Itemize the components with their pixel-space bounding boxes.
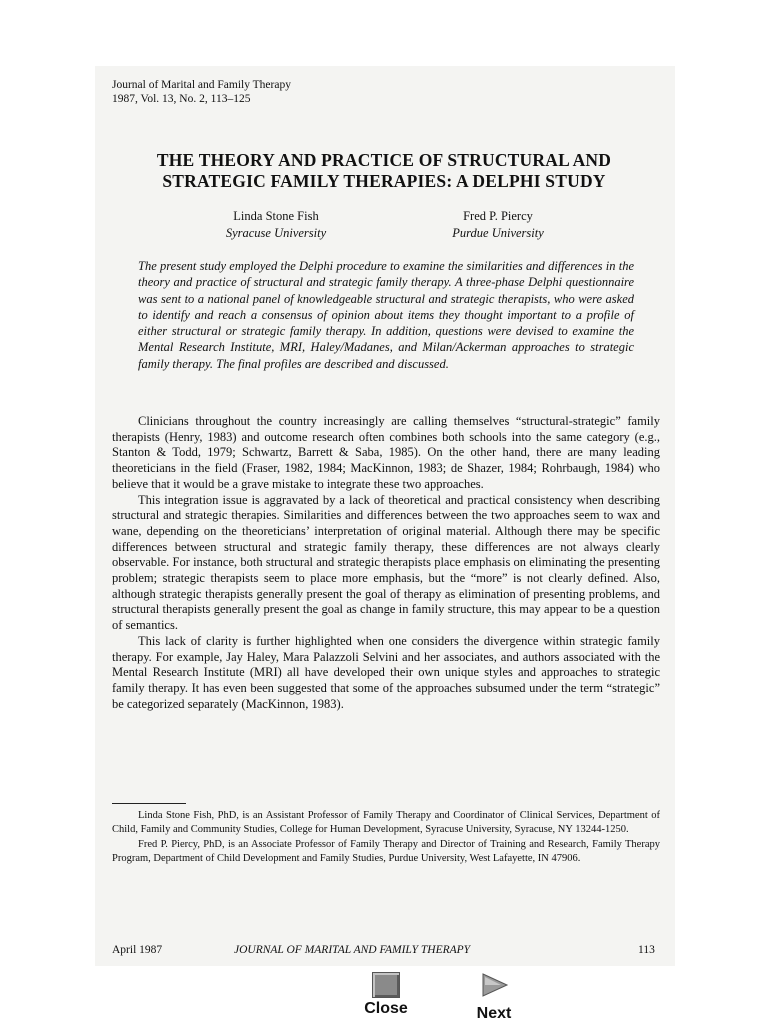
author-2 bbox=[398, 208, 598, 242]
footer-journal: JOURNAL OF MARITAL AND FAMILY THERAPY bbox=[234, 944, 471, 956]
next-button[interactable] bbox=[464, 972, 524, 1023]
title-line-2: STRATEGIC FAMILY THERAPIES: A DELPHI STUDY bbox=[162, 171, 606, 191]
footnotes bbox=[112, 809, 660, 867]
journal-citation: 1987, Vol. 13, No. 2, 113–125 bbox=[112, 93, 251, 105]
abstract: The present study employed the Delphi procedure to examine the similarities and differences in the theory and practice of structural and strategic family therapy. A three-phase Delphi questionnaire was sent to a national panel of knowledgeable structural and strategic therapists, who were asked to identify and reach a consensus of opinion about items they thought important to a profile of either structural or strategic family therapy. In addition, questions were devised to examine the Mental Research Institute, MRI, Haley/Madanes, and Milan/Ackerman approaches to strategic family therapy. The final profiles are described and discussed. bbox=[138, 259, 634, 371]
next-label: Next bbox=[476, 1005, 512, 1022]
author-name: Linda Stone Fish bbox=[233, 209, 319, 223]
footnote-divider bbox=[112, 803, 186, 804]
paper-title bbox=[100, 150, 668, 192]
body-paragraph: This lack of clarity is further highlighted when one considers the divergence within strategic family therapy. For example, Jay Haley, Mara Palazzoli Selvini and her associates, and authors associated with the Mental Research Institute (MRI) all have developed their own unique styles and approaches to strategic family therapy. It has even been suggested that some of the approaches subsumed under the term “strategic” be categorized separately (MacKinnon, 1983). bbox=[112, 633, 660, 711]
author-affiliation: Purdue University bbox=[452, 226, 544, 240]
journal-name: Journal of Marital and Family Therapy bbox=[112, 79, 291, 91]
next-arrow-icon bbox=[479, 972, 509, 998]
body-text bbox=[112, 414, 660, 712]
close-label: Close bbox=[364, 1000, 408, 1017]
footer-date: April 1987 bbox=[112, 944, 163, 956]
author-1 bbox=[176, 208, 376, 242]
close-square-icon bbox=[372, 972, 400, 998]
body-paragraph: Clinicians throughout the country increasingly are calling themselves “structural-strategic” family therapists (Henry, 1983) and outcome research often combines both schools into the same category (e.g., Stanton & Todd, 1979; Schwartz, Barrett & Saba, 1985). On the other hand, there are many leading theoreticians in the field (Fraser, 1982, 1984; MacKinnon, 1983; de Shazer, 1984; Rohrbaugh, 1984) who believe that it would be a grave mistake to integrate these two approaches. bbox=[112, 414, 660, 491]
footnote: Fred P. Piercy, PhD, is an Associate Professor of Family Therapy and Director of Training and Research, Family Therapy Program, Department of Child Development and Family Studies, Purdue University, West Lafayette, IN 47906. bbox=[112, 838, 660, 865]
footnote: Linda Stone Fish, PhD, is an Assistant Professor of Family Therapy and Coordinator of Clinical Services, Department of Child, Family and Community Studies, College for Human Development, Syracuse University, Syracuse, NY 13244-1250. bbox=[112, 810, 660, 836]
footer-page-number: 113 bbox=[638, 944, 655, 956]
body-paragraph: This integration issue is aggravated by a lack of theoretical and practical consistency when describing structural and strategic therapies. Similarities and differences between the two approaches seem to wax and wane, depending on the theoreticians’ interpretation of original material. Although there may be specific differences between structural and strategic family therapy, these differences are not always clearly observable. For instance, both structural and strategic therapists place emphasis on eliminating the presenting problem; strategic therapists seem to place more emphasis, but the “more” is not clearly defined. Also, although strategic therapists generally present the goal of therapy as elimination of presenting problems, and structural therapists generally present the goal as change in family structure, this may appear to be a question of semantics. bbox=[112, 492, 660, 633]
close-button[interactable] bbox=[356, 972, 416, 1018]
journal-header bbox=[112, 78, 291, 106]
title-line-1: THE THEORY AND PRACTICE OF STRUCTURAL AND bbox=[156, 150, 612, 170]
author-name: Fred P. Piercy bbox=[463, 209, 533, 223]
author-affiliation: Syracuse University bbox=[225, 226, 327, 240]
